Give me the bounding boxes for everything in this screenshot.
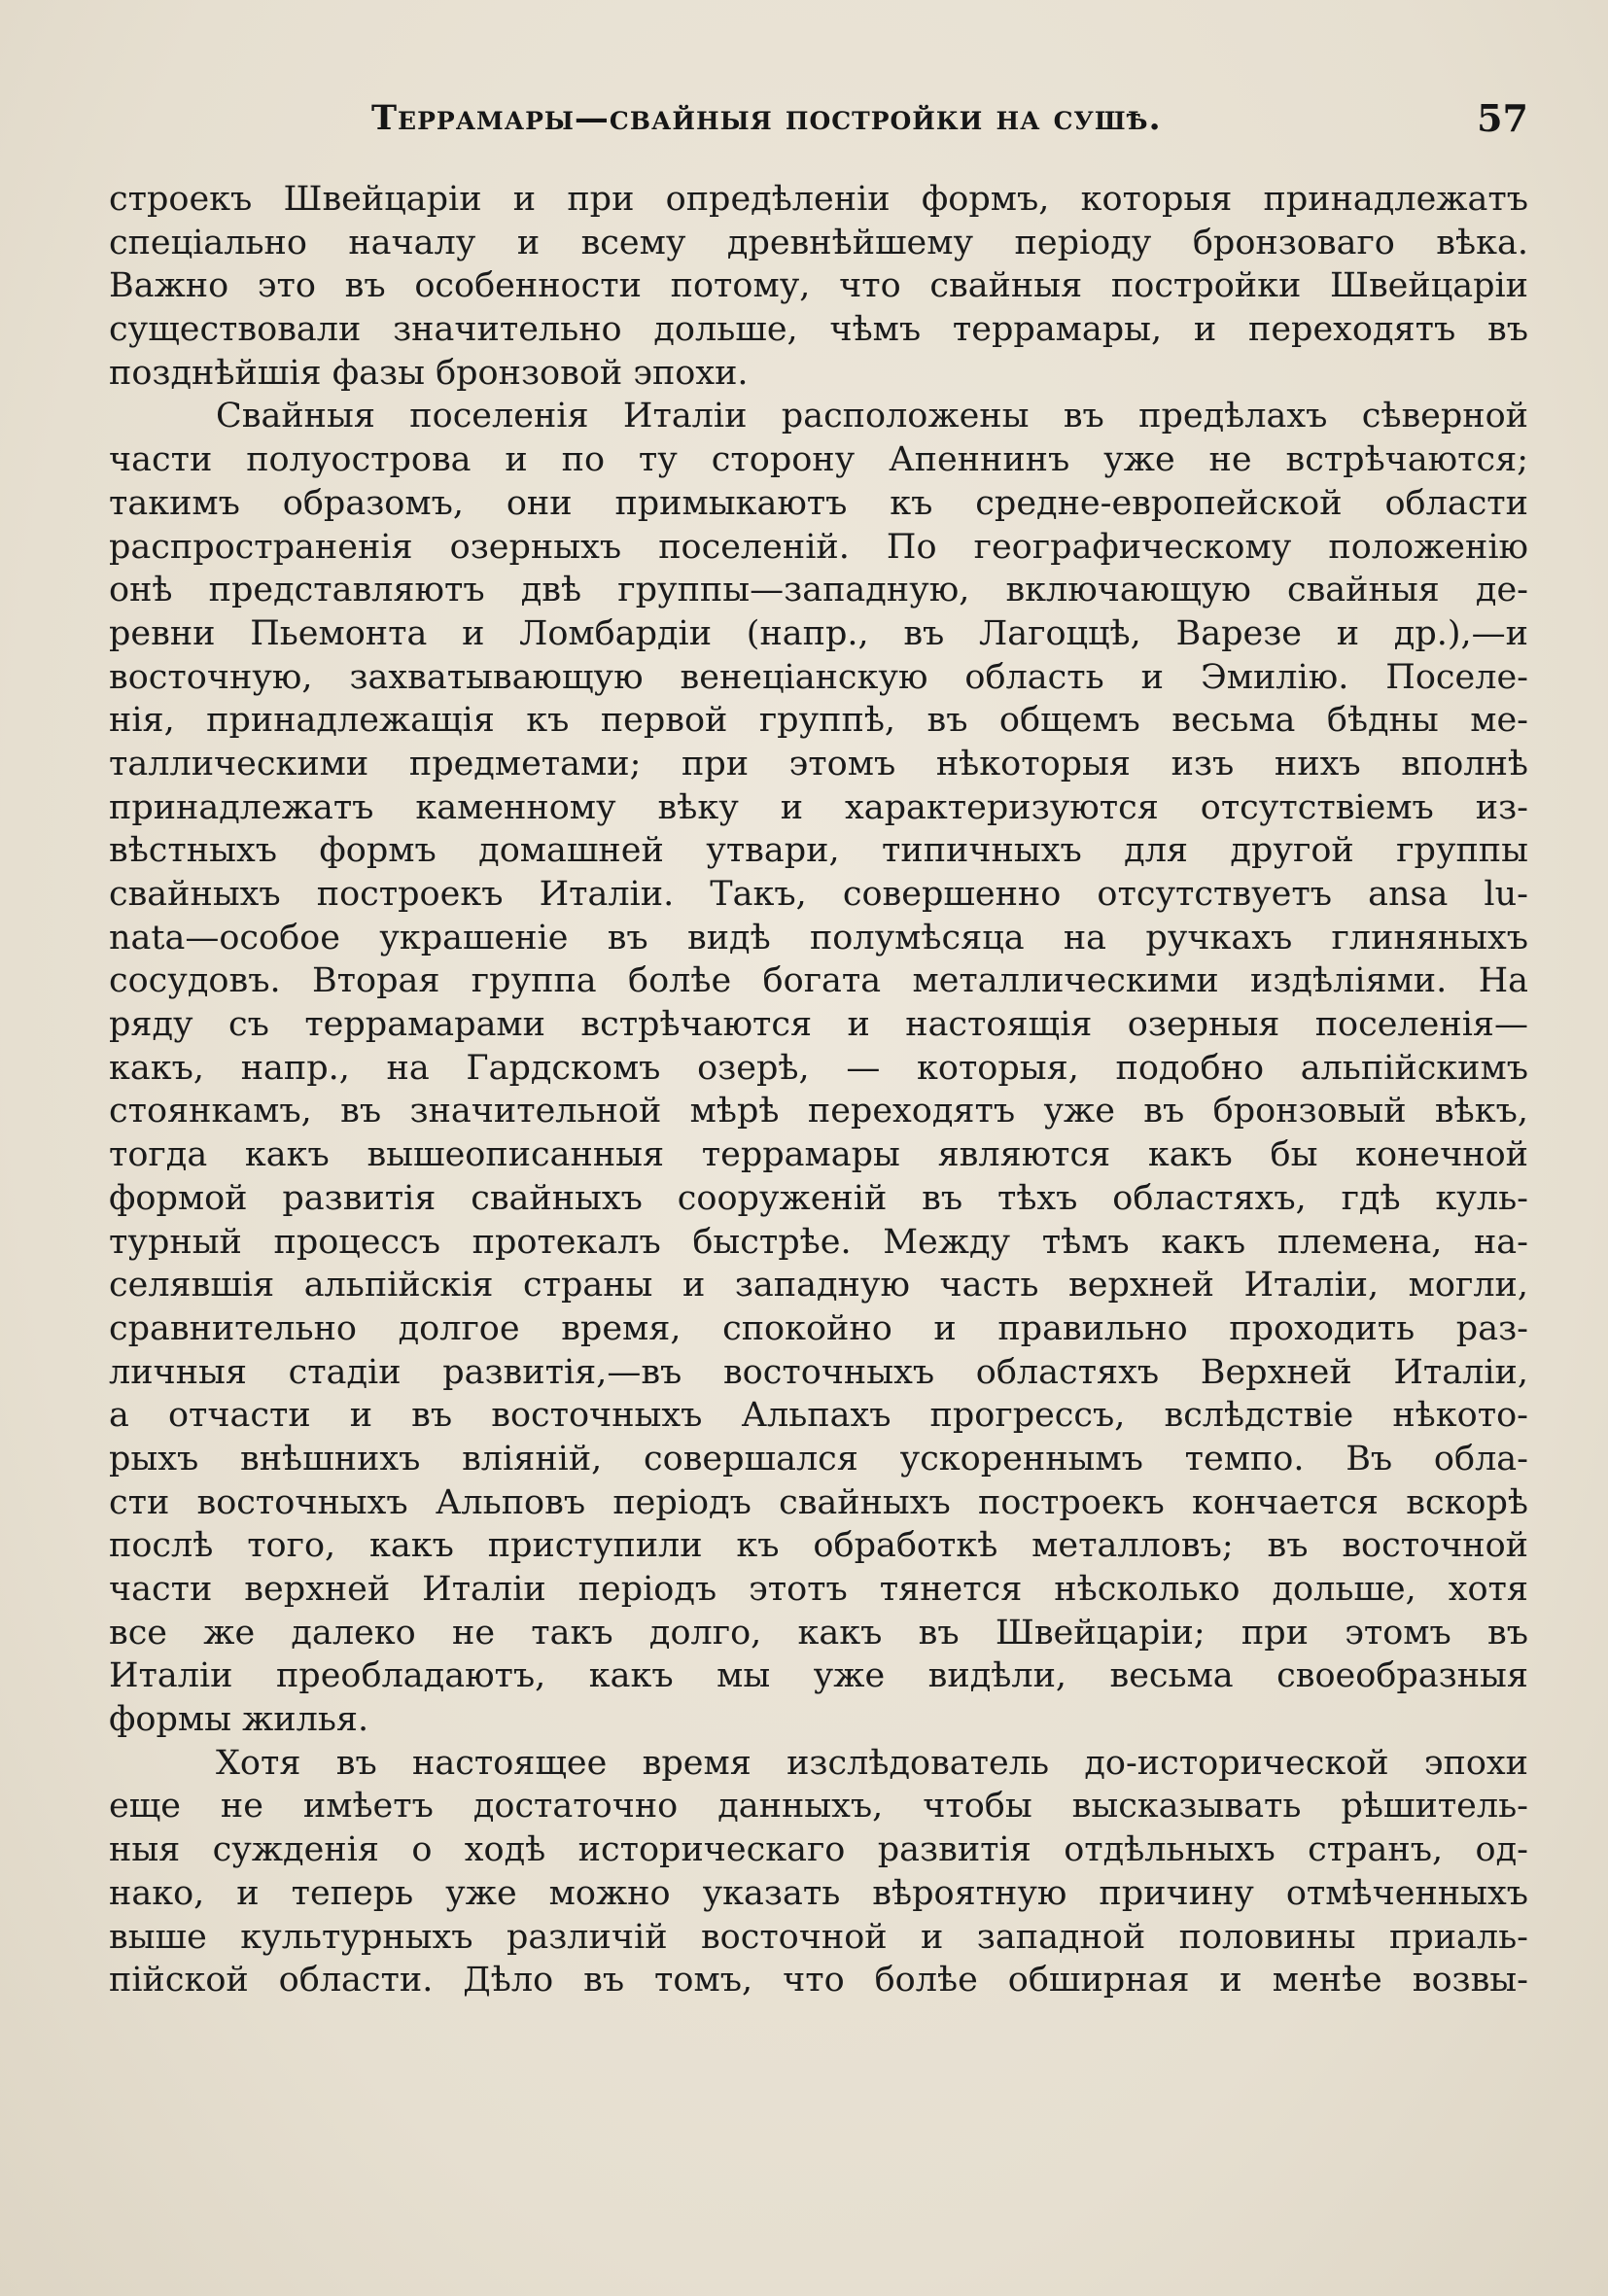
running-title: Террамары—свайныя постройки на сушѣ. — [371, 98, 1162, 138]
text-line: такимъ образомъ, они примыкаютъ къ средне-европейской области — [109, 483, 1528, 523]
text-line: nata—особое украшеніе въ видѣ полумѣсяца на ручкахъ глиняныхъ — [109, 918, 1528, 957]
text-line: нако, и теперь уже можно указать вѣроятную причину отмѣченныхъ — [109, 1873, 1528, 1913]
text-line: какъ, напр., на Гардскомъ озерѣ, — которыя, подобно альпійскимъ — [109, 1048, 1528, 1088]
text-line: Важно это въ особенности потому, что свайныя постройки Швейцаріи — [109, 266, 1528, 306]
text-line: части верхней Италіи періодъ этотъ тянется нѣсколько дольше, хотя — [109, 1570, 1528, 1609]
text-line: выше культурныхъ различій восточной и западной половины приаль- — [109, 1917, 1528, 1957]
text-line: принадлежатъ каменному вѣку и характеризуются отсутствіемъ из- — [109, 787, 1528, 827]
text-line: турный процессъ протекалъ быстрѣе. Между тѣмъ какъ племена, на- — [109, 1222, 1528, 1262]
text-line: таллическими предметами; при этомъ нѣкоторыя изъ нихъ вполнѣ — [109, 744, 1528, 783]
text-line: сти восточныхъ Альповъ періодъ свайныхъ построекъ кончается вскорѣ — [109, 1482, 1528, 1522]
text-line: Свайныя поселенія Италіи расположены въ предѣлахъ сѣверной — [216, 397, 1528, 436]
text-line: сравнительно долгое время, спокойно и правильно проходить раз- — [109, 1308, 1528, 1348]
body-text — [109, 178, 1528, 2002]
text-line: послѣ того, какъ приступили къ обработкѣ металловъ; въ восточной — [109, 1526, 1528, 1566]
text-line: свайныхъ построекъ Италіи. Такъ, совершенно отсутствуетъ ansa lu- — [109, 875, 1528, 914]
text-line: все же далеко не такъ долго, какъ въ Швейцаріи; при этомъ въ — [109, 1613, 1528, 1652]
page-header — [109, 89, 1528, 148]
text-line: формой развитія свайныхъ сооруженій въ тѣхъ областяхъ, гдѣ куль- — [109, 1178, 1528, 1218]
text-line: нія, принадлежащія къ первой группѣ, въ общемъ весьма бѣдны ме- — [109, 701, 1528, 741]
text-line: спеціально началу и всему древнѣйшему періоду бронзоваго вѣка. — [109, 223, 1528, 262]
text-line: формы жилья. — [109, 1700, 369, 1740]
text-line: строекъ Швейцаріи и при опредѣленіи формъ, которыя принадлежатъ — [109, 180, 1528, 219]
text-line: Хотя въ настоящее время изслѣдователь до-исторической эпохи — [216, 1743, 1528, 1783]
text-line: части полуострова и по ту сторону Апеннинъ уже не встрѣчаются; — [109, 440, 1528, 480]
text-line: ныя сужденія о ходѣ историческаго развитія отдѣльныхъ странъ, од- — [109, 1830, 1528, 1870]
text-line: пійской области. Дѣло въ томъ, что болѣе обширная и менѣе возвы- — [109, 1961, 1528, 2000]
text-line: селявшія альпійскія страны и западную часть верхней Италіи, могли, — [109, 1266, 1528, 1305]
text-line: личныя стадіи развитія,—въ восточныхъ областяхъ Верхней Италіи, — [109, 1352, 1528, 1392]
text-line: Италіи преобладаютъ, какъ мы уже видѣли, весьма своеобразныя — [109, 1656, 1528, 1696]
text-line: стоянкамъ, въ значительной мѣрѣ переходятъ уже въ бронзовый вѣкъ, — [109, 1092, 1528, 1131]
text-line: ряду съ террамарами встрѣчаются и настоящія озерныя поселенія— — [109, 1005, 1528, 1045]
text-line: распространенія озерныхъ поселеній. По географическому положенію — [109, 527, 1528, 567]
text-line: а отчасти и въ восточныхъ Альпахъ прогрессъ, вслѣдствіе нѣкото- — [109, 1396, 1528, 1436]
text-line: сосудовъ. Вторая группа болѣе богата металлическими издѣліями. На — [109, 961, 1528, 1001]
text-line: еще не имѣетъ достаточно данныхъ, чтобы высказывать рѣшитель- — [109, 1787, 1528, 1826]
text-line: рыхъ внѣшнихъ вліяній, совершался ускореннымъ темпо. Въ обла- — [109, 1439, 1528, 1478]
text-line: онѣ представляютъ двѣ группы—западную, включающую свайныя де- — [109, 571, 1528, 610]
text-line: позднѣйшія фазы бронзовой эпохи. — [109, 353, 749, 393]
text-line: восточную, захватывающую венеціанскую область и Эмилію. Поселе- — [109, 657, 1528, 697]
text-line: тогда какъ вышеописанныя террамары являются какъ бы конечной — [109, 1135, 1528, 1175]
text-line: вѣстныхъ формъ домашней утвари, типичныхъ для другой группы — [109, 831, 1528, 871]
text-line: ревни Пьемонта и Ломбардіи (напр., въ Лагоццѣ, Варезе и др.),—и — [109, 613, 1528, 653]
page-number: 57 — [1477, 96, 1528, 140]
text-line: существовали значительно дольше, чѣмъ террамары, и переходятъ въ — [109, 310, 1528, 350]
